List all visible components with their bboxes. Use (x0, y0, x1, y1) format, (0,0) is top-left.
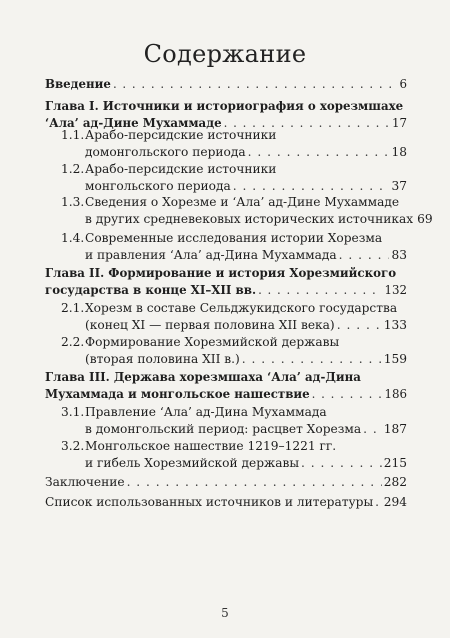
toc-page-number: 6 (399, 77, 407, 91)
dot-leader (113, 76, 398, 93)
toc-entry (45, 127, 407, 160)
toc-entry-title-line: в домонгольский период: расцвет Хорезма (85, 421, 362, 436)
toc-page-number: 294 (383, 495, 407, 509)
toc-page-number: 132 (384, 282, 407, 297)
toc-entry-title-line: Правление ‘Ала’ ад-Дина Мухаммада (85, 405, 327, 419)
toc-page-number: 18 (391, 144, 407, 159)
toc-entry-title-line: (конец XI — первая половина XII века) (85, 317, 335, 332)
dot-leader (337, 317, 382, 334)
dot-leader (301, 455, 382, 472)
toc-entry-title-line: Сведения о Хорезме и ‘Ала’ ад-Дине Мухаммаде (85, 195, 400, 209)
toc-entry-number: 1.2. (61, 162, 85, 176)
toc-entry (45, 334, 407, 367)
toc-page-number: 83 (391, 247, 407, 262)
dot-leader (363, 421, 382, 438)
toc-entry-number: 3.2. (61, 439, 85, 453)
toc-page-number: 186 (384, 386, 407, 401)
dot-leader (127, 474, 382, 491)
toc-entry-title-line: Список использованных источников и литературы (45, 495, 374, 509)
dot-leader (233, 178, 390, 195)
toc-entry-number: 2.1. (61, 301, 85, 315)
toc-entry-title-line: Арабо-персидские источники (85, 128, 277, 142)
dot-leader (375, 494, 382, 511)
toc-chapter-entry (45, 369, 407, 402)
toc-entry-title-line: домонгольского периода (85, 144, 246, 159)
toc-entry-title-line: Современные исследования истории Хорезма (85, 231, 383, 245)
toc-entry-title-line: Глава II. Формирование и история Хорезмийского (45, 266, 397, 280)
toc-entry-number: 3.1. (61, 405, 85, 419)
toc-page-number: 159 (383, 351, 407, 366)
toc-entry-title-line: (вторая половина XII в.) (85, 351, 240, 366)
toc-page-number: 133 (383, 317, 407, 332)
toc-entry-title-line: Глава III. Держава хорезмшаха ‘Ала’ ад-Дина (45, 370, 361, 384)
toc-entry (45, 404, 407, 437)
dot-leader (312, 386, 383, 403)
page-number: 5 (221, 606, 229, 620)
toc-entry-title-line: Мухаммада и монгольское нашествие (45, 386, 310, 401)
toc-entry-title-line: в других средневековых исторических источниках (85, 211, 414, 226)
dot-leader (242, 351, 382, 368)
toc-page-number: 282 (383, 475, 407, 489)
toc-entry-number: 1.1. (61, 128, 85, 142)
toc-entry-title-line: Введение (45, 77, 111, 91)
dot-leader (339, 247, 390, 264)
dot-leader (258, 282, 382, 299)
toc-entry-title-line: и гибель Хорезмийской державы (85, 455, 300, 470)
toc-entry-title-line: Монгольское нашествие 1219–1221 гг. (85, 439, 337, 453)
toc-entry (45, 230, 407, 263)
toc-chapter-entry (45, 265, 407, 298)
toc-entry-title-line: Хорезм в составе Сельджукидского государства (85, 301, 398, 315)
toc-entry-title-line: Заключение (45, 475, 125, 489)
page-title: Содержание (143, 40, 307, 68)
dot-leader (248, 144, 390, 161)
toc-entry (45, 494, 407, 511)
toc-page-number: 187 (383, 421, 407, 436)
toc-entry-title-line: Глава I. Источники и историография о хорезмшахе (45, 99, 404, 113)
toc-entry-title-line: монгольского периода (85, 178, 231, 193)
toc-entry-title-line: Формирование Хорезмийской державы (85, 335, 340, 349)
toc-entry-number: 1.4. (61, 231, 85, 245)
toc-entry (45, 438, 407, 471)
toc-entry-title-line: ‘Ала’ ад-Дине Мухаммаде (45, 115, 222, 130)
toc-page-number: 17 (391, 115, 407, 130)
toc-entry-number: 1.3. (61, 195, 85, 209)
toc-page-number: 69 (417, 211, 433, 226)
toc-entry (45, 300, 407, 333)
toc-entry-title-line: государства в конце XI–XII вв. (45, 282, 257, 297)
toc-entry-title-line: Арабо-персидские источники (85, 162, 277, 176)
toc-page-number: 215 (383, 455, 407, 470)
toc-page-number: 37 (391, 178, 407, 193)
toc-entry-title-line: и правления ‘Ала’ ад-Дина Мухаммада (85, 247, 337, 262)
toc-entry (45, 194, 433, 227)
toc-entry (45, 161, 407, 194)
toc-entry-number: 2.2. (61, 335, 85, 349)
toc-chapter-entry (45, 76, 407, 93)
toc-entry (45, 474, 407, 491)
